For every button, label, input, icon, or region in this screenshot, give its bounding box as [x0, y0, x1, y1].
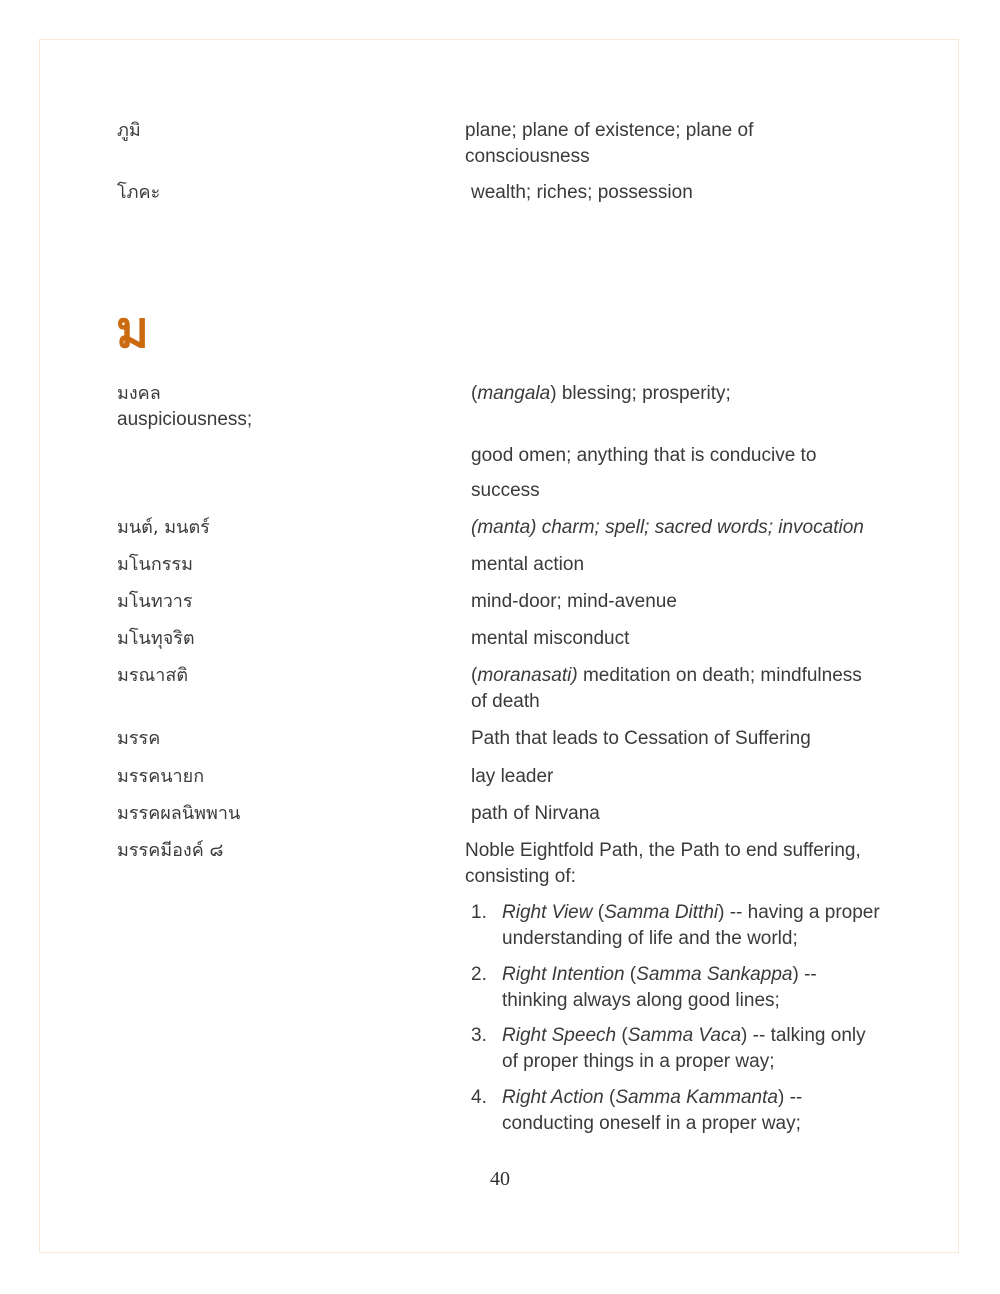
path-factor: Right View [502, 902, 593, 923]
term-definition: Noble Eightfold Path, the Path to end suffering, consisting of: [465, 840, 861, 887]
definition-italic: (manta) charm; spell; sacred words; invocation [471, 517, 864, 538]
term-definition: plane; plane of existence; plane of consciousness [465, 120, 754, 167]
term-thai: มรรคผลนิพพาน [117, 803, 241, 824]
term-definition: lay leader [471, 766, 554, 787]
definition-text: blessing; prosperity; [561, 383, 731, 404]
term-definition: mental misconduct [471, 628, 630, 649]
term-thai: มโนทุจริต [117, 628, 195, 649]
term-definition: wealth; riches; possession [471, 182, 693, 203]
term-definition [471, 515, 864, 541]
list-item: Right Intention (Samma Sankappa) -- thinking always along good lines; [502, 964, 817, 1011]
list-item-description: -- talking only of proper things in a proper way; [502, 1025, 866, 1072]
definition-text: meditation on death; mindfulness of death [471, 665, 862, 712]
term-definition: mental action [471, 554, 585, 575]
term-thai: มโนทวาร [117, 591, 193, 612]
section-letter: ม [116, 301, 149, 359]
list-number: 4. [471, 1087, 487, 1108]
list-item-description: -- having a proper understanding of life and the world; [502, 902, 880, 949]
pali-term: Samma Kammanta [615, 1087, 778, 1108]
path-factor: Right Speech [502, 1025, 617, 1046]
term-thai: มงคล [117, 383, 161, 404]
term-definition: path of Nirvana [471, 803, 600, 824]
pali-term: Samma Sankappa [636, 964, 793, 985]
list-item: Right View (Samma Ditthi) -- having a proper understanding of life and the world; [502, 902, 880, 949]
term-definition-cont: good omen; anything that is conducive to [471, 445, 817, 466]
list-number: 1. [471, 902, 487, 923]
list-item: Right Action (Samma Kammanta) -- conducting oneself in a proper way; [502, 1087, 803, 1134]
term-thai: โภคะ [117, 182, 161, 203]
term-definition: (moranasati) meditation on death; mindfulness of death [471, 665, 862, 712]
page-number: 40 [490, 1168, 510, 1190]
term-thai: มรรคนายก [117, 766, 205, 787]
list-number: 2. [471, 964, 487, 985]
term-thai: ภูมิ [117, 120, 141, 141]
term-thai-continuation: auspiciousness; [117, 409, 253, 430]
term-definition: (mangala) blessing; prosperity; [471, 383, 731, 404]
term-thai: มรรคมีองค์ ๘ [117, 840, 224, 861]
term-thai: มรรค [117, 728, 161, 749]
list-item-description: -- thinking always along good lines; [502, 964, 817, 1011]
term-thai: มนต์, มนตร์ [117, 517, 210, 538]
list-item: Right Speech (Samma Vaca) -- talking only of proper things in a proper way; [502, 1025, 866, 1072]
path-factor: Right Action [502, 1087, 604, 1108]
term-thai: มรณาสติ [117, 665, 189, 686]
path-factor: Right Intention [502, 964, 625, 985]
pali-term: Samma Vaca [627, 1025, 742, 1046]
pali-term: moranasati) [477, 665, 578, 686]
pali-term: mangala [477, 383, 551, 404]
term-definition-cont: success [471, 480, 540, 501]
term-definition: mind-door; mind-avenue [471, 591, 677, 612]
term-thai: มโนกรรม [117, 554, 193, 575]
list-number: 3. [471, 1025, 487, 1046]
list-item-description: -- conducting oneself in a proper way; [502, 1087, 803, 1134]
term-definition: Path that leads to Cessation of Suffering [471, 728, 811, 749]
pali-term: Samma Ditthi [604, 902, 719, 923]
